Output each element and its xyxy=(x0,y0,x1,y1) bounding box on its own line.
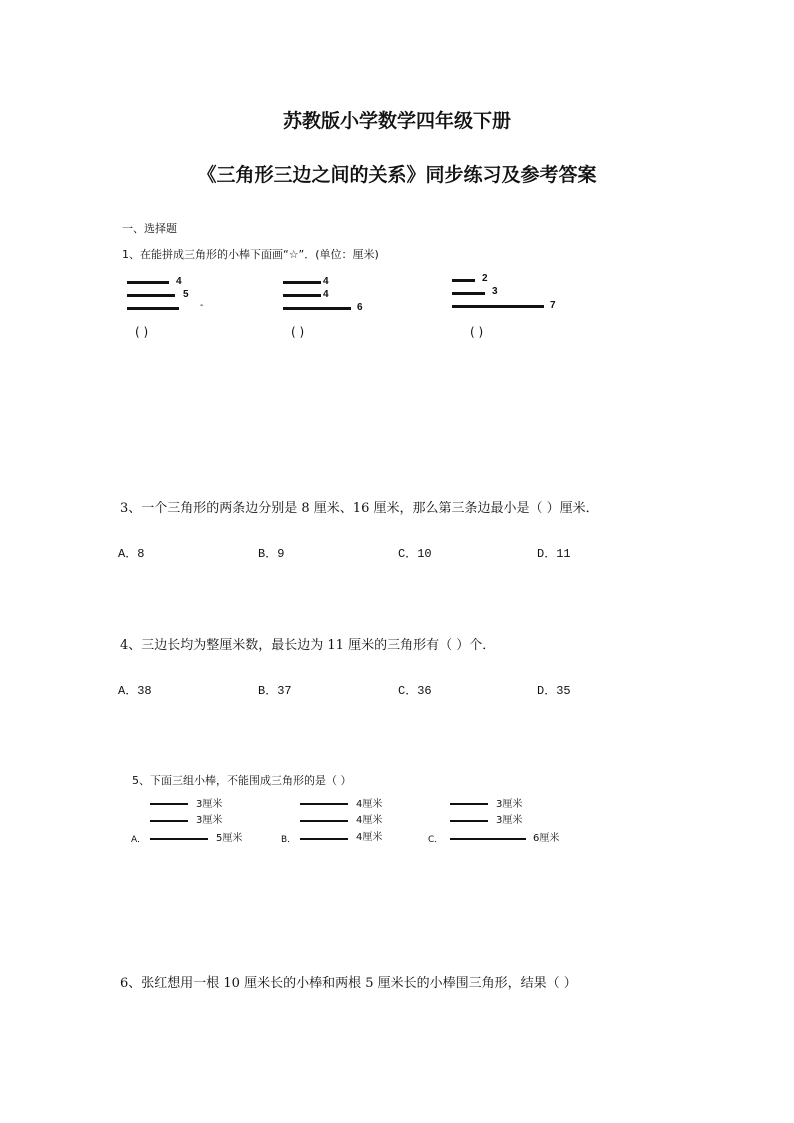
stick xyxy=(127,307,179,310)
stick xyxy=(300,803,348,805)
stick xyxy=(450,820,488,822)
stick xyxy=(300,820,348,822)
stick xyxy=(452,305,544,308)
stick-length: 5厘米 xyxy=(216,833,243,844)
stick xyxy=(127,281,169,284)
option-letter[interactable]: B． xyxy=(281,835,297,845)
stick xyxy=(150,820,188,822)
option-letter[interactable]: C． xyxy=(428,835,444,845)
stick-length: 6 xyxy=(357,302,363,313)
q3-option-b[interactable]: B．9 xyxy=(258,547,285,561)
q3-option-a[interactable]: A．8 xyxy=(118,547,145,561)
q4-option-d[interactable]: D．35 xyxy=(537,684,571,698)
answer-blank[interactable]: ( ) xyxy=(470,325,484,339)
stick-length: 4厘米 xyxy=(356,815,383,826)
stick xyxy=(150,838,208,840)
page-subtitle: 《三角形三边之间的关系》同步练习及参考答案 xyxy=(197,164,597,186)
stick xyxy=(450,838,526,840)
q1-text: 1、在能拼成三角形的小棒下面画“☆”．(单位：厘米) xyxy=(122,248,379,261)
stick-length: 4厘米 xyxy=(356,799,383,810)
stick-length: 3厘米 xyxy=(196,815,223,826)
stick xyxy=(452,292,485,295)
stick-length: - xyxy=(200,300,204,311)
stick-length: 3厘米 xyxy=(196,799,223,810)
page-title: 苏教版小学数学四年级下册 xyxy=(282,110,511,132)
q4-text: 4、三边长均为整厘米数，最长边为 11 厘米的三角形有（ ）个． xyxy=(120,638,496,653)
stick-length: 6厘米 xyxy=(533,833,560,844)
stick-length: 4 xyxy=(323,289,329,300)
q3-option-c[interactable]: C．10 xyxy=(398,547,432,561)
answer-blank[interactable]: ( ) xyxy=(135,325,149,339)
stick xyxy=(452,279,475,282)
option-letter[interactable]: A． xyxy=(131,835,147,845)
q5-text: 5、下面三组小棒，不能围成三角形的是（ ） xyxy=(132,774,352,787)
q3-option-d[interactable]: D．11 xyxy=(537,547,571,561)
section-label: 一、选择题 xyxy=(122,222,177,235)
q6-text: 6、张红想用一根 10 厘米长的小棒和两根 5 厘米长的小棒围三角形，结果（ ） xyxy=(120,976,577,991)
stick-length: 2 xyxy=(482,273,488,284)
stick-length: 7 xyxy=(550,300,556,311)
stick-length: 5 xyxy=(183,289,189,300)
stick xyxy=(283,307,351,310)
answer-blank[interactable]: ( ) xyxy=(291,325,305,339)
stick-length: 4 xyxy=(176,276,182,287)
stick-length: 4 xyxy=(323,276,329,287)
stick-length: 3厘米 xyxy=(496,799,523,810)
stick xyxy=(450,803,488,805)
q4-option-c[interactable]: C．36 xyxy=(398,684,432,698)
stick xyxy=(150,803,188,805)
stick-length: 4厘米 xyxy=(356,832,383,843)
q4-option-a[interactable]: A．38 xyxy=(118,684,152,698)
stick-length: 3厘米 xyxy=(496,815,523,826)
stick-length: 3 xyxy=(492,286,498,297)
q4-option-b[interactable]: B．37 xyxy=(258,684,292,698)
stick xyxy=(283,281,321,284)
stick xyxy=(300,838,348,840)
stick xyxy=(127,294,175,297)
stick xyxy=(283,294,321,297)
q3-text: 3、一个三角形的两条边分别是 8 厘米、16 厘米，那么第三条边最小是（ ）厘米． xyxy=(120,501,599,516)
